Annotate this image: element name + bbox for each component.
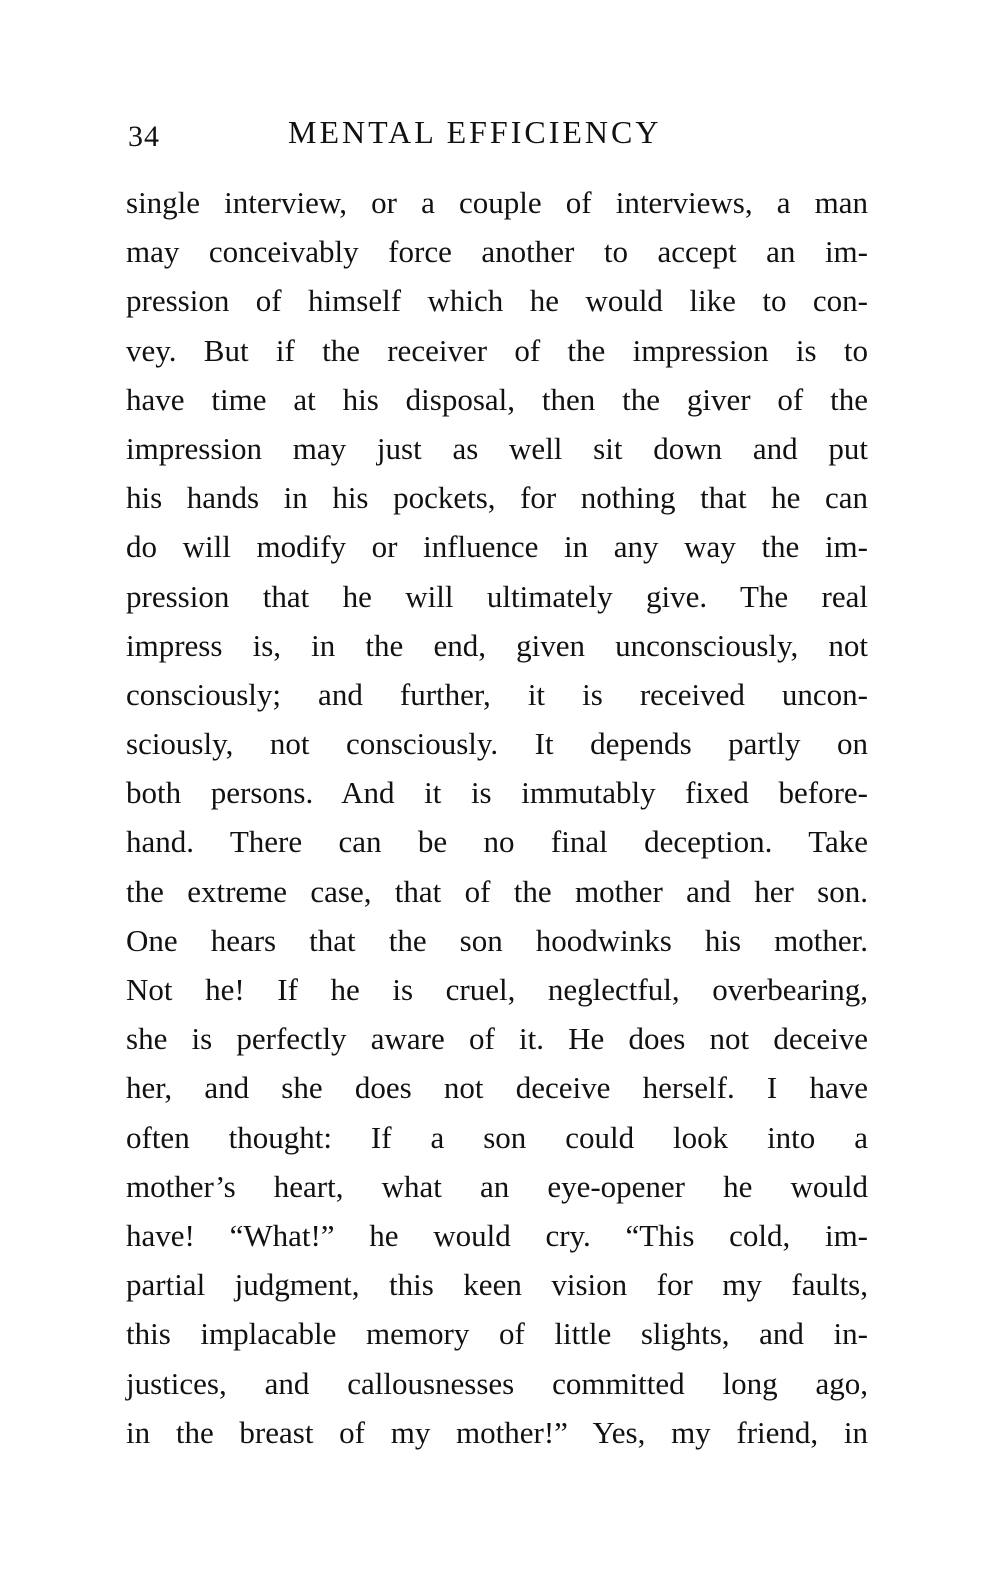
text-line: Not he! If he is cruel, neglectful, overbearing, <box>126 972 868 1007</box>
page-header <box>128 110 870 160</box>
text-line: vey. But if the receiver of the impression is to <box>126 332 868 368</box>
text-line: both persons. And it is immutably fixed before- <box>126 775 868 811</box>
text-line: impress is, in the end, given unconsciously, not <box>126 627 868 663</box>
text-line: this implacable memory of little slights, and in- <box>126 1316 868 1352</box>
text-line: One hears that the son hoodwinks his mother. <box>126 922 868 958</box>
text-line: pression that he will ultimately give. The real <box>126 578 868 614</box>
text-line: single interview, or a couple of interviews, a man <box>126 185 868 220</box>
text-line: the extreme case, that of the mother and her son. <box>126 873 868 909</box>
text-line: have! “What!” he would cry. “This cold, im- <box>126 1217 868 1253</box>
text-line: pression of himself which he would like to con- <box>126 283 868 319</box>
text-line: mother’s heart, what an eye-opener he would <box>126 1168 868 1204</box>
page-number: 34 <box>128 120 160 153</box>
text-line: sciously, not consciously. It depends partly on <box>126 726 868 762</box>
text-line: consciously; and further, it is received uncon- <box>126 676 868 712</box>
text-line: may conceivably force another to accept an im- <box>126 234 868 270</box>
body-text <box>126 178 868 1457</box>
text-line: hand. There can be no final deception. Take <box>126 824 868 860</box>
text-line: do will modify or influence in any way the im- <box>126 529 868 565</box>
text-line: justices, and callousnesses committed long ago, <box>126 1365 868 1401</box>
text-line: have time at his disposal, then the giver of the <box>126 381 868 417</box>
running-title: MENTAL EFFICIENCY <box>288 114 662 150</box>
text-line: partial judgment, this keen vision for my faults, <box>126 1267 868 1303</box>
text-line: in the breast of my mother!” Yes, my friend, in <box>126 1414 868 1450</box>
text-line: often thought: If a son could look into a <box>126 1119 868 1155</box>
text-line: she is perfectly aware of it. He does not deceive <box>126 1021 868 1057</box>
text-line: his hands in his pockets, for nothing that he can <box>126 480 868 516</box>
text-line: impression may just as well sit down and put <box>126 430 868 466</box>
text-line: her, and she does not deceive herself. I have <box>126 1070 868 1106</box>
